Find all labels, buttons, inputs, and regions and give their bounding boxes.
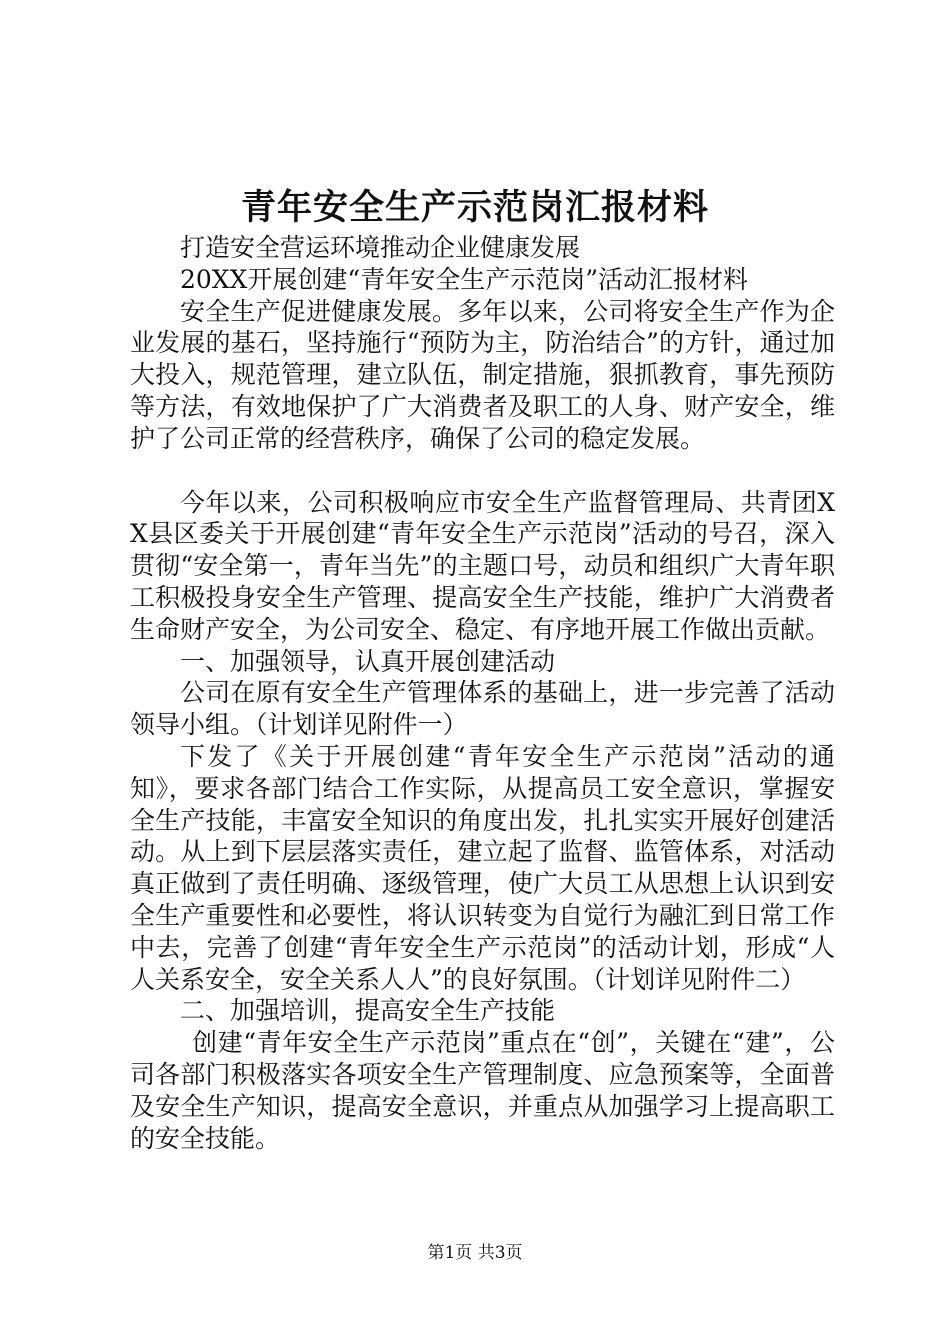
paragraph-notice: 下发了《关于开展创建“青年安全生产示范岗”活动的通知》，要求各部门结合工作实际，从提高员工安全意识，掌握安全生产技能，丰富安全知识的角度出发，扎扎实实开展好创建活动。从上到下层层落实责任，建立起了监督、监管体系，对活动真正做到了责任明确、逐级管理，使广大员工从思想上认识到安全生产重要性和必要性，将认识转变为自觉行为融汇到日常工作中去，完善了创建“青年安全生产示范岗”的活动计划，形成“人人关系安全，安全关系人人”的良好氛围。（计划详见附件二） bbox=[130, 741, 835, 994]
section-heading-1: 一、加强领导，认真开展创建活动 bbox=[180, 646, 556, 676]
section-heading-2: 二、加强培训，提高安全生产技能 bbox=[180, 996, 556, 1026]
paragraph-training: 创建“青年安全生产示范岗”重点在“创”，关键在“建”，公司各部门积极落实各项安全生产管理制度、应急预案等，全面普及安全生产知识，提高安全意识，并重点从加强学习上提高职工的安全技能。 bbox=[130, 1028, 835, 1153]
page-footer: 第1页 共3页 bbox=[427, 1243, 523, 1263]
paragraph-this-year: 今年以来，公司积极响应市安全生产监督管理局、共青团XX县区委关于开展创建“青年安全生产示范岗”活动的号召，深入贯彻“安全第一，青年当先”的主题口号，动员和组织广大青年职工积极投身安全生产管理、提高安全生产技能，维护广大消费者生命财产安全，为公司安全、稳定、有序地开展工作做出贡献。 bbox=[130, 487, 835, 644]
paragraph-leadership: 公司在原有安全生产管理体系的基础上，进一步完善了活动领导小组。（计划详见附件一） bbox=[130, 678, 835, 740]
document-title: 青年安全生产示范岗汇报材料 bbox=[240, 187, 709, 228]
document-body bbox=[130, 232, 835, 1154]
report-heading: 20XX开展创建“青年安全生产示范岗”活动汇报材料 bbox=[180, 264, 748, 294]
paragraph-gap bbox=[130, 455, 835, 487]
paragraph-intro: 安全生产促进健康发展。多年以来，公司将安全生产作为企业发展的基石，坚持施行“预防为主，防治结合”的方针，通过加大投入，规范管理，建立队伍，制定措施，狠抓教育，事先预防等方法，有效地保护了广大消费者及职工的人身、财产安全，维护了公司正常的经营秩序，确保了公司的稳定发展。 bbox=[130, 296, 835, 453]
subtitle-line: 打造安全营运环境推动企业健康发展 bbox=[180, 233, 581, 262]
